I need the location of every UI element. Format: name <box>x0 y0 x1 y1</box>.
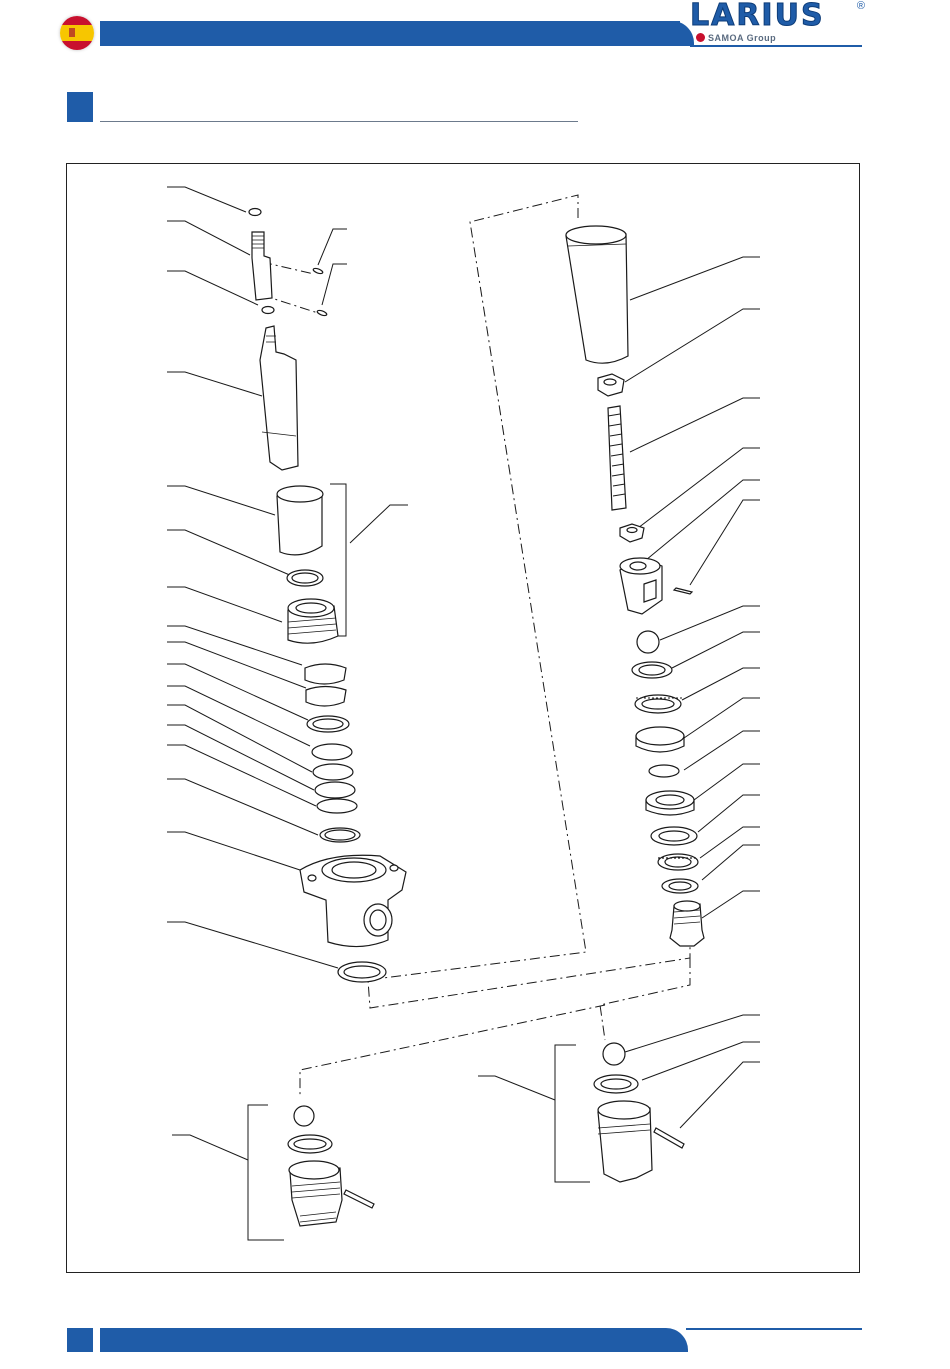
right-foot-valve <box>594 1043 684 1182</box>
right-parts <box>566 226 704 946</box>
left-foot-valve <box>288 1106 374 1226</box>
footer-marker <box>67 1328 93 1352</box>
left-bottom-bracket <box>248 1105 284 1240</box>
right-bottom-bracket <box>555 1045 590 1182</box>
logo-group-text: SAMOA Group <box>708 33 777 43</box>
registered-mark: ® <box>856 0 865 12</box>
logo-wordmark: LARIUS <box>690 0 825 33</box>
footer-rule <box>686 1328 862 1330</box>
footer-bar <box>100 1328 660 1352</box>
left-parts <box>249 209 406 983</box>
left-leader-lines <box>167 187 408 1160</box>
